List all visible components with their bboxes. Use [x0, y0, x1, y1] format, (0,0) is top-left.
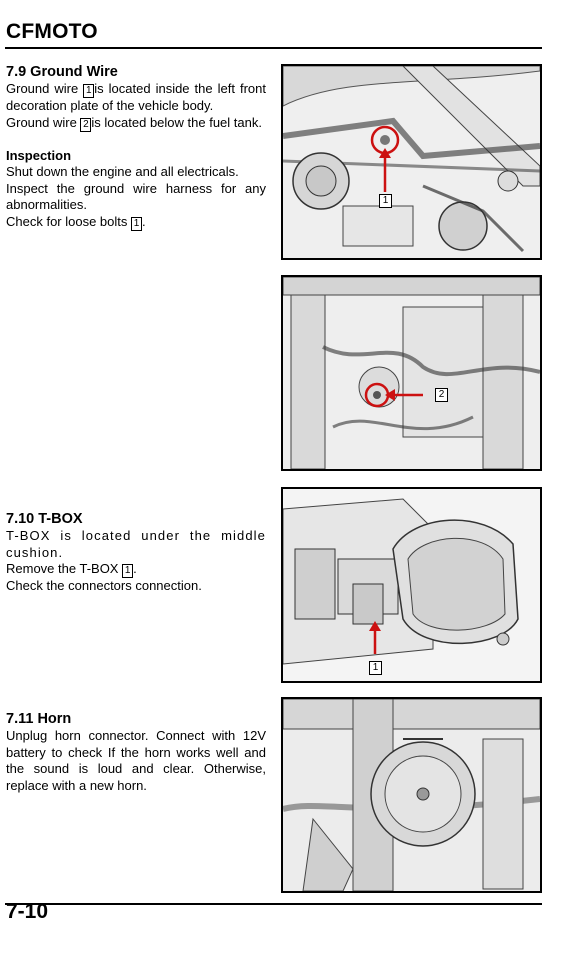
brand-title: CFMOTO	[6, 20, 98, 43]
figure-ground-wire-2-callout: 2	[435, 388, 448, 402]
figure-ground-wire-1-drawing	[283, 66, 540, 258]
callout-box-2: 2	[80, 118, 91, 132]
inspection-title: Inspection	[6, 147, 72, 163]
callout-box-1: 1	[83, 84, 94, 98]
figure-ground-wire-1	[281, 64, 542, 260]
figure-horn-drawing	[283, 699, 540, 891]
figure-ground-wire-2-drawing	[283, 277, 540, 469]
header-rule	[5, 47, 542, 49]
tbox-location-text: T-BOX is located under the middle cushion.	[6, 528, 266, 560]
inspection-step-1: Shut down the engine and all electricals.	[6, 164, 239, 180]
footer-rule	[5, 903, 542, 905]
tbox-remove-text: Remove the T-BOX 1 .	[6, 561, 137, 577]
section-ground-wire	[6, 63, 266, 231]
page-number: 7-10	[6, 900, 49, 923]
ground-wire-2-text: Ground wire 2 is located below the fuel tank.	[6, 114, 262, 130]
callout-box-tbox: 1	[122, 564, 133, 578]
figure-horn	[281, 697, 542, 893]
figure-tbox-drawing	[283, 489, 540, 681]
tbox-check-text: Check the connectors connection.	[6, 578, 202, 594]
ground-wire-1-text: Ground wire 1 is located inside the left front decoration plate of the vehicle body.	[6, 81, 267, 113]
section-horn	[6, 710, 266, 794]
inspection-step-2: Inspect the ground wire harness for any abnormalities.	[6, 180, 266, 213]
figure-tbox	[281, 487, 542, 683]
section-title-ground-wire: 7.9 Ground Wire	[6, 64, 118, 80]
section-title-tbox: 7.10 T-BOX	[6, 511, 83, 527]
inspection-step-3: Check for loose bolts 1 .	[6, 213, 146, 229]
figure-ground-wire-2	[281, 275, 542, 471]
horn-instructions: Unplug horn connector. Connect with 12V battery to check If the horn works well and the sound is loud and clear. Otherwise, replace with a new horn.	[6, 728, 266, 793]
figure-tbox-callout: 1	[369, 661, 382, 675]
callout-box-1b: 1	[131, 217, 142, 231]
section-tbox	[6, 510, 266, 595]
section-title-horn: 7.11 Horn	[6, 711, 72, 727]
figure-ground-wire-1-callout: 1	[379, 194, 392, 208]
